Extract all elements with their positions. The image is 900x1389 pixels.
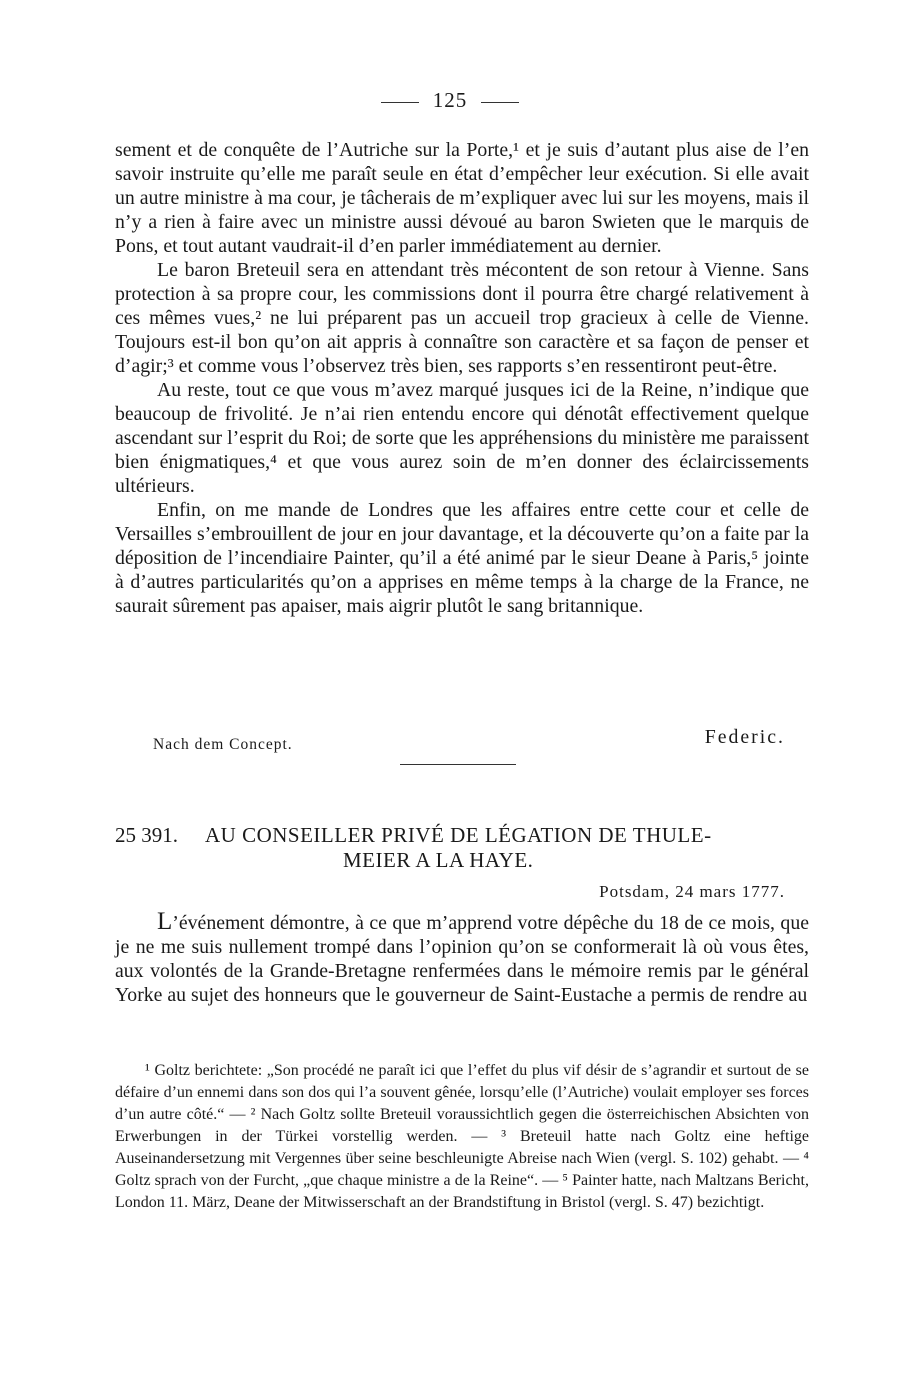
letter-1-paragraph-1: sement et de conquête de l’Autriche sur la Porte,¹ et je suis d’autant plus aise de l’en savoir instruite qu’elle me paraît seule en état d’empêcher leur exécution. Si elle avait un autre ministre à ma cour, je tâcherais de m’expliquer avec lui sur les moyens, mais il n’y a rien à faire avec un ministre aussi dévoué au baron Swieten que le marquis de Pons, et tout autant vaudrait-il d’en parler immédiatement au dernier.: [115, 139, 809, 257]
header-rule-right: [481, 102, 519, 103]
initial-letter: L: [157, 908, 173, 935]
footnotes: [115, 1060, 809, 1214]
letter-2-body: [115, 910, 809, 1007]
page-number: 125: [432, 88, 468, 112]
letter-title-line-1: AU CONSEILLER PRIVÉ DE LÉGATION DE THULE-: [205, 823, 712, 847]
letter-2-paragraph-text: ’événement démontre, à ce que m’apprend votre dépêche du 18 de ce mois, que je ne me suis nullement trompé dans l’opinion qu’on se conformerait là où vous êtes, aux volontés de la Grande-Bretagne renfermées dans le mémoire remis par le général Yorke au sujet des honneurs que le gouverneur de Saint-Eustache a permis de rendre au: [115, 912, 809, 1006]
footnotes-text: ¹ Goltz berichtete: „Son procédé ne paraît ici que l’effet du plus vif désir de s’agrandir et surtout de se défaire d’un ennemi dans son dos qui l’a souvent gênée, lorsqu’elle (l’Autriche) voulait employer ses forces d’un autre côté.“ — ² Nach Goltz sollte Breteuil voraussichtlich gegen die österreichischen Absichten von Erwerbungen in der Türkei vorstellig werden. — ³ Breteuil hatte nach Goltz eine heftige Auseinandersetzung mit Vergennes über seine beschleunigte Abreise nach Wien (vergl. S. 102) gehabt. — ⁴ Goltz sprach von der Furcht, „que chaque ministre a de la Reine“. — ⁵ Painter hatte, nach Maltzans Bericht, London 11. März, Deane der Mitwisserschaft an der Brandstiftung in Bristol (vergl. S. 47) bezichtigt.: [115, 1062, 809, 1211]
page-header: [0, 88, 900, 113]
place-date: Potsdam, 24 mars 1777.: [599, 882, 785, 901]
signature: Federic.: [704, 726, 785, 748]
section-divider: [400, 764, 516, 765]
letter-1-body: [115, 138, 809, 618]
source-note: Nach dem Concept.: [153, 736, 293, 753]
letter-1-closing: [153, 724, 785, 754]
letter-1-paragraph-2: Le baron Breteuil sera en attendant très mécontent de son retour à Vienne. Sans protection à sa propre cour, les commissions dont il pourra être chargé relativement à ces mêmes vues,² ne lui préparent pas un accueil trop gracieux à celle de Vienne. Toujours est-il bon qu’on ait appris à connaître son caractère et sa façon de penser et d’agir;³ et comme vous l’observez très bien, ses rapports s’en ressentiront peut-être.: [115, 259, 809, 377]
header-rule-left: [381, 102, 419, 103]
letter-1-paragraph-3: Au reste, tout ce que vous m’avez marqué jusques ici de la Reine, n’indique que beaucoup de frivolité. Je n’ai rien entendu encore qui dénotât effectivement quelque ascendant sur l’esprit du Roi; de sorte que les appréhensions du ministère me paraissent bien énigmatiques,⁴ et que vous aurez soin de m’en donner des éclaircissements ultérieurs.: [115, 379, 809, 497]
letter-number: 25 391.: [115, 823, 178, 847]
letter-2-paragraph-1: [115, 910, 809, 1007]
letter-1-paragraph-4: Enfin, on me mande de Londres que les affaires entre cette cour et celle de Versailles s’embrouillent de jour en jour davantage, et la découverte qu’on a faite par la déposition de l’incendiaire Painter, qu’il a été animé par le sieur Deane à Paris,⁵ jointe à d’autres particularités qu’on a apprises en même temps à la charge de la France, ne saurait sûrement pas apaiser, mais aigrir plutôt le sang britannique.: [115, 499, 809, 617]
letter-title-line-2: MEIER A LA HAYE.: [343, 848, 534, 872]
